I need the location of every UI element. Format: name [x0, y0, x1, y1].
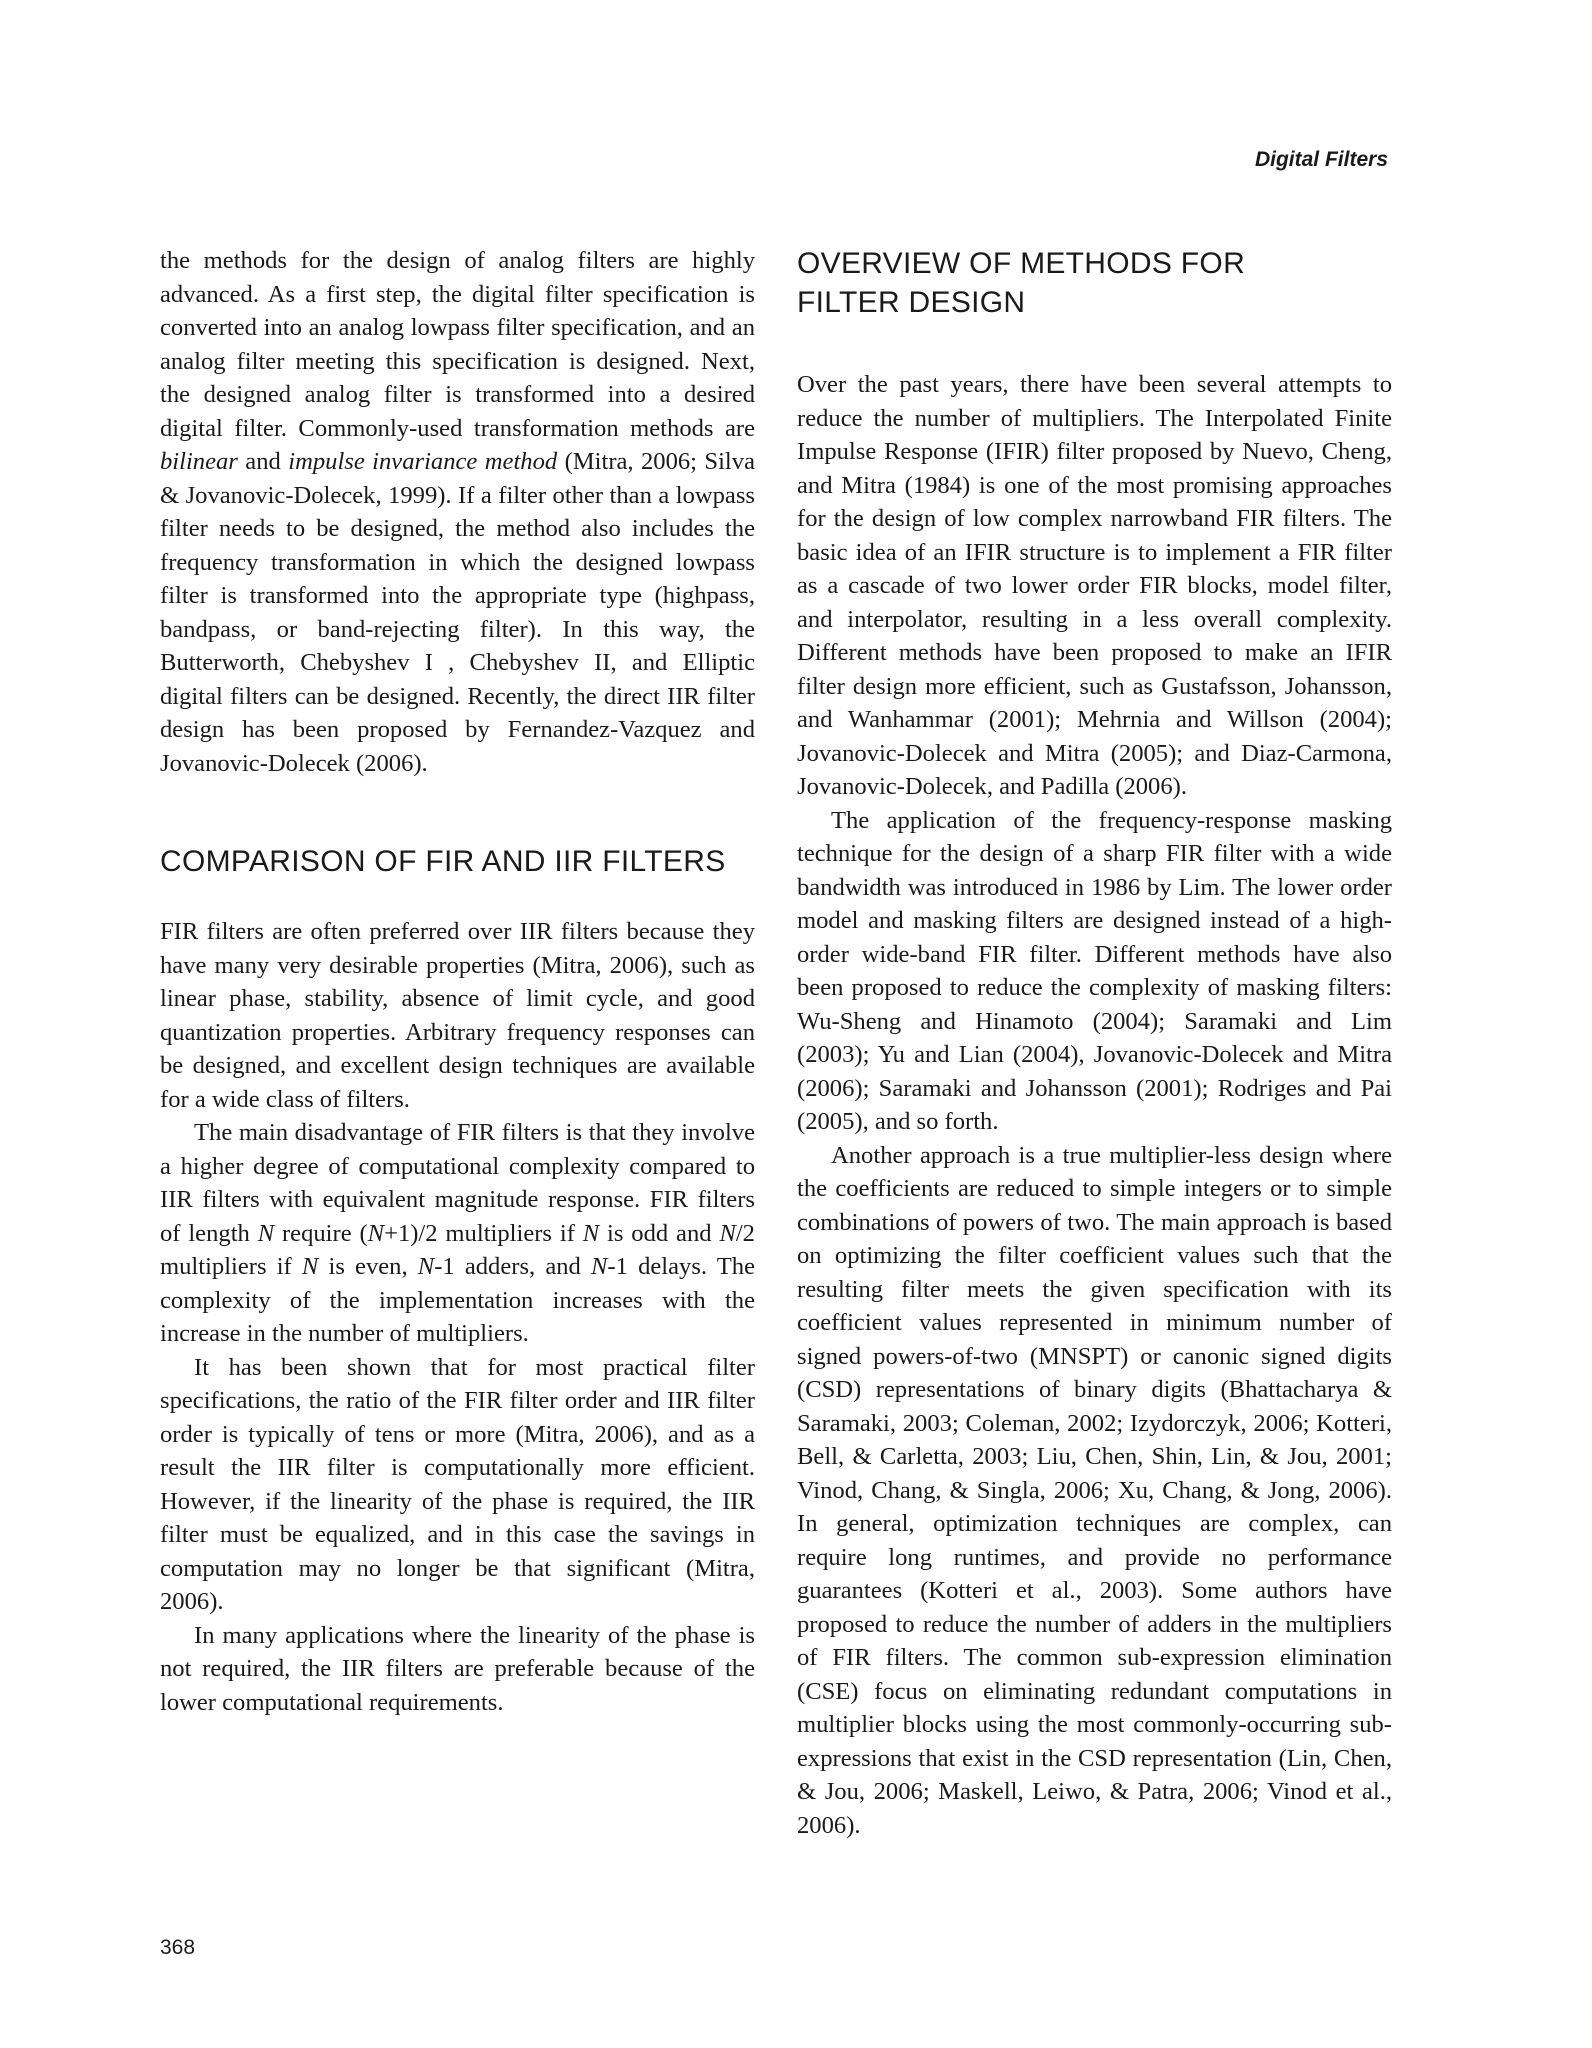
overview-paragraph-3: Another approach is a true multiplier-less design where the coefficients are reduced to simple integers or to simple combinations of powers of two. The main approach is based on optimizing the filter coefficient values such that the resulting filter meets the given specification with its coefficient values represented in minimum number of signed powers-of-two (MNSPT) or canonic signed digits (CSD) representations of binary digits (Bhattacharya & Saramaki, 2003; Coleman, 2002; Izydorczyk, 2006; Kotteri, Bell, & Carletta, 2003; Liu, Chen, Shin, Lin, & Jou, 2001; Vinod, Chang, & Singla, 2006; Xu, Chang, & Jong, 2006). In general, optimization techniques are complex, can require long runtimes, and provide no performance guarantees (Kotteri et al., 2003). Some authors have proposed to reduce the number of adders in the multipliers of FIR filters. The common sub-expression elimination (CSE) focus on eliminating redundant computations in multiplier blocks using the most commonly-occurring sub-expressions that exist in the CSD representation (Lin, Chen, & Jou, 2006; Maskell, Leiwo, & Patra, 2006; Vinod et al., 2006). — [797, 1141, 1392, 1839]
text-run: is odd and — [599, 1219, 720, 1247]
page-number: 368 — [160, 1936, 196, 1959]
variable-n: N — [367, 1219, 385, 1247]
text-run: require ( — [274, 1219, 368, 1247]
comparison-paragraph-1: FIR filters are often preferred over IIR filters because they have many very desirable properties (Mitra, 2006), such as linear phase, stability, absence of limit cycle, and good quantization properties. Arbitrary frequency responses can be designed, and excellent design techniques are available for a wide class of filters. — [160, 918, 755, 1113]
variable-n: N — [719, 1219, 736, 1247]
text-run: -1 adders, and — [434, 1253, 592, 1280]
comparison-paragraph-3: It has been shown that for most practical filter specifications, the ratio of the FIR filter order and IIR filter order is typically of tens or more (Mitra, 2006), and as a result the IIR filter is computationally more efficient. However, if the linearity of the phase is required, the IIR filter must be equalized, and in this case the savings in computation may no longer be that significant (Mitra, 2006). — [160, 1353, 755, 1615]
variable-n: N — [582, 1219, 600, 1247]
variable-n: N — [257, 1219, 275, 1247]
text-run: and — [237, 448, 289, 475]
text-run: is even, — [318, 1253, 418, 1280]
text-run: The main disadvantage of FIR filters is that they involve a higher degree of computational complexity compared to IIR filters with equivalent magnitude response. FIR filters of length — [160, 1119, 755, 1247]
heading-line: OVERVIEW OF METHODS FOR — [797, 247, 1246, 280]
heading-line: FILTER DESIGN — [797, 286, 1026, 319]
section-heading-overview — [797, 244, 1392, 322]
section-heading-comparison: COMPARISON OF FIR AND IIR FILTERS — [160, 845, 726, 878]
intro-paragraph — [160, 244, 755, 780]
comparison-paragraph-2 — [160, 1116, 755, 1351]
emphasis-bilinear: bilinear — [160, 448, 238, 475]
running-title: Digital Filters — [1254, 148, 1388, 171]
variable-n: N — [591, 1253, 608, 1280]
overview-paragraph-1: Over the past years, there have been several attempts to reduce the number of multipliers. The Interpolated Finite Impulse Response (IFIR) filter proposed by Nuevo, Cheng, and Mitra (1984) is one of the most promising approaches for the design of low complex narrowband FIR filters. The basic idea of an IFIR structure is to implement a FIR filter as a cascade of two lower order FIR blocks, model filter, and interpolator, resulting in a less overall complexity. Different methods have been proposed to make an IFIR filter design more efficient, such as Gustafsson, Johansson, and Wanhammar (2001); Mehrnia and Willson (2004); Jovanovic-Dolecek and Mitra (2005); and Diaz-Carmona, Jovanovic-Dolecek, and Padilla (2006). — [797, 371, 1392, 800]
overview-paragraph-2: The application of the frequency-response masking technique for the design of a sharp FIR filter with a wide bandwidth was introduced in 1986 by Lim. The lower order model and masking filters are designed instead of a high-order wide-band FIR filter. Different methods have also been proposed to reduce the complexity of masking filters: Wu-Sheng and Hinamoto (2004); Saramaki and Lim (2003); Yu and Lian (2004), Jovanovic-Dolecek and Mitra (2006); Saramaki and Johansson (2001); Rodriges and Pai (2005), and so forth. — [797, 806, 1392, 1135]
text-run: the methods for the design of analog filters are highly advanced. As a first step, the digital filter specification is converted into an analog lowpass filter specification, and an analog filter meeting this specification is designed. Next, the designed analog filter is transformed into a desired digital filter. Commonly-used transformation methods are — [160, 247, 755, 442]
text-run: /2 multipliers if — [160, 1219, 755, 1280]
left-column — [160, 244, 755, 1719]
variable-n: N — [301, 1253, 319, 1280]
text-run: -1 delays. The complexity of the implementation increases with the increase in the number of multipliers. — [160, 1253, 755, 1347]
variable-n: N — [417, 1253, 435, 1280]
text-run: (Mitra, 2006; Silva & Jovanovic-Dolecek, 1999). If a filter other than a lowpass filter needs to be designed, the method also includes the frequency transformation in which the designed lowpass filter is transformed into the appropriate type (highpass, bandpass, or band-rejecting filter). In this way, the Butterworth, Chebyshev I , Chebyshev II, and Elliptic digital filters can be designed. Recently, the direct IIR filter design has been proposed by Fernandez-Vazquez and Jovanovic-Dolecek (2006). — [160, 448, 755, 777]
emphasis-impulse-invariance: impulse invariance method — [288, 448, 558, 475]
text-run: +1)/2 multipliers if — [384, 1219, 583, 1247]
comparison-paragraph-4: In many applications where the linearity of the phase is not required, the IIR filters are preferable because of the lower computational requirements. — [160, 1621, 755, 1716]
right-column — [797, 244, 1392, 1842]
